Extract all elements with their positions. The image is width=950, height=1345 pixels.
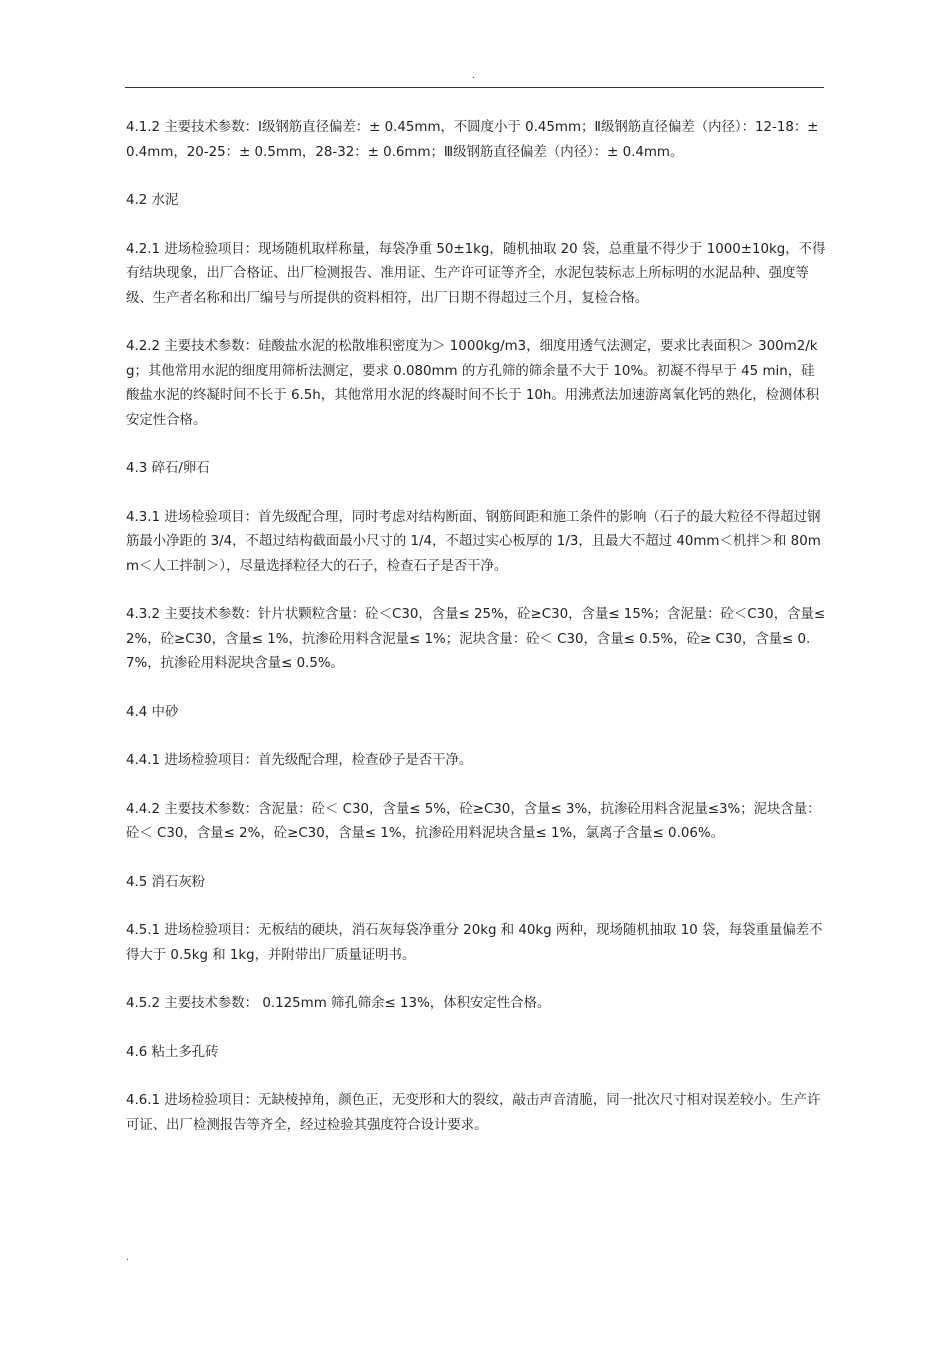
paragraph-4-3-1: 4.3.1 进场检验项目：首先级配合理，同时考虑对结构断面、钢筋间距和施工条件的影响（石子的最大粒径不得超过钢筋最小净距的 3/4，不超过结构截面最小尺寸的 1/4，不超过实心板厚的 1/3，且最大不超过 40mm＜机拌＞和 80mm＜人工拌制＞），尽量选择粒径大的石子，检查石子是否干净。: [126, 509, 821, 574]
paragraph-4-6-1: 4.6.1 进场检验项目：无缺棱掉角，颜色正，无变形和大的裂纹，敲击声音清脆，同一批次尺寸相对误差较小。生产许可证、出厂检测报告等齐全，经过检验其强度符合设计要求。: [126, 1093, 821, 1133]
paragraph-4-1-2: 4.1.2 主要技术参数：Ⅰ级钢筋直径偏差：± 0.45mm，不圆度小于 0.45mm；Ⅱ级钢筋直径偏差（内径）：12-18：± 0.4mm，20-25：± 0.5mm，28-32：± 0.6mm；Ⅲ级钢筋直径偏差（内径）：± 0.4mm。: [126, 120, 819, 160]
paragraph-4-5-2: 4.5.2 主要技术参数： 0.125mm 筛孔筛余≤ 13%，体积安定性合格。: [126, 996, 551, 1011]
section-heading-4-6: 4.6 粘土多孔砖: [126, 1044, 219, 1060]
paragraph-4-4-1: 4.4.1 进场检验项目：首先级配合理，检查砂子是否干净。: [126, 753, 473, 768]
paragraph-4-2-1: 4.2.1 进场检验项目：现场随机取样称量，每袋净重 50±1kg，随机抽取 20 袋，总重量不得少于 1000±10kg，不得有结块现象，出厂合格证、出厂检测报告、准用证、生产许可证等齐全，水泥包装标志上所标明的水泥品种、强度等级、生产者名称和出厂编号与所提供的资料相符，出厂日期不得超过三个月，复检合格。: [126, 241, 826, 306]
section-heading-4-2: 4.2 水泥: [126, 193, 179, 208]
document-body: [126, 116, 826, 1138]
paragraph-4-4-2: 4.4.2 主要技术参数：含泥量：砼＜ C30，含量≤ 5%，砼≥C30，含量≤ 3%，抗渗砼用料含泥量≤3%；泥块含量：砼＜ C30，含量≤ 2%，砼≥C30，含量≤ 1%，抗渗砼用料泥块含量≤ 1%，氯离子含量≤ 0.06%。: [126, 801, 821, 841]
section-heading-4-4: 4.4 中砂: [126, 704, 179, 720]
paragraph-4-2-2: 4.2.2 主要技术参数：硅酸盐水泥的松散堆积密度为＞ 1000kg/m3，细度用透气法测定，要求比表面积＞ 300m2/kg；其他常用水泥的细度用筛析法测定，要求 0.080mm 的方孔筛的筛余量不大于 10%。初凝不得早于 45 min，硅酸盐水泥的终凝时间不长于 6.5h，其他常用水泥的终凝时间不长于 10h。用沸煮法加速游离氧化钙的熟化，检测体积安定性合格。: [126, 339, 820, 428]
paragraph-4-5-1: 4.5.1 进场检验项目：无板结的硬块，消石灰每袋净重分 20kg 和 40kg 两种，现场随机抽取 10 袋，每袋重量偏差不得大于 0.5kg 和 1kg，并附带出厂质量证明书。: [126, 923, 823, 963]
header-rule: [125, 87, 824, 88]
section-heading-4-3: 4.3 碎石/卵石: [126, 461, 210, 476]
footer-mark: .: [126, 1252, 130, 1263]
header-mark: .: [472, 70, 476, 81]
section-heading-4-5: 4.5 消石灰粉: [126, 874, 206, 890]
paragraph-4-3-2: 4.3.2 主要技术参数：针片状颗粒含量：砼＜C30，含量≤ 25%，砼≥C30，含量≤ 15%；含泥量：砼＜C30，含量≤ 2%，砼≥C30，含量≤ 1%，抗渗砼用料含泥量≤ 1%；泥块含量：砼＜ C30，含量≤ 0.5%，砼≥ C30，含量≤ 0.7%，抗渗砼用料泥块含量≤ 0.5%。: [126, 607, 826, 671]
